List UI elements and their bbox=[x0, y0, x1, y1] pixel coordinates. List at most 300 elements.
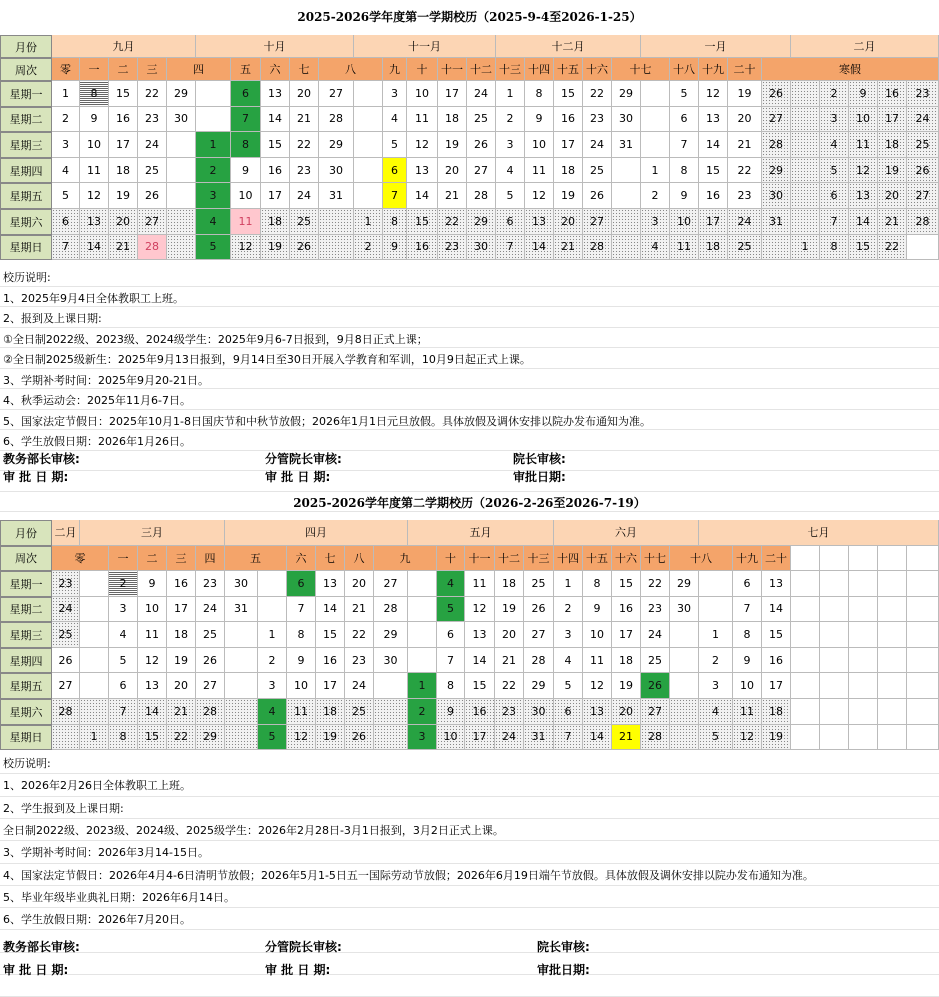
day-cell: 24 bbox=[641, 622, 670, 648]
day-cell: 16 bbox=[878, 81, 907, 107]
day-cell: 21 bbox=[495, 648, 524, 674]
day-cell: 22 bbox=[495, 673, 524, 699]
day-cell: 18 bbox=[495, 571, 524, 597]
day-cell: 2 bbox=[196, 158, 231, 184]
day-cell bbox=[878, 673, 907, 699]
day-cell: 11 bbox=[733, 699, 762, 725]
day-cell: 30 bbox=[225, 571, 258, 597]
day-cell: 10 bbox=[231, 183, 261, 209]
day-cell: 13 bbox=[583, 699, 612, 725]
day-cell bbox=[878, 571, 907, 597]
date3-label: 审批日期: bbox=[513, 470, 566, 484]
grid-line bbox=[0, 327, 939, 328]
grid-line bbox=[0, 974, 939, 975]
day-cell: 24 bbox=[467, 81, 496, 107]
week-3: 三 bbox=[138, 58, 167, 81]
day-cell bbox=[167, 132, 196, 158]
day-cell bbox=[80, 571, 109, 597]
day-cell bbox=[670, 622, 699, 648]
day-cell: 30 bbox=[374, 648, 408, 674]
day-cell: 26 bbox=[524, 597, 554, 623]
day-cell: 18 bbox=[612, 648, 641, 674]
note-line: ①全日制2022级、2023级、2024级学生：2025年9月6-7日报到，9月8日正式上课； bbox=[3, 332, 428, 346]
day-cell bbox=[354, 107, 383, 133]
day-cell: 22 bbox=[728, 158, 762, 184]
day-cell: 15 bbox=[109, 81, 138, 107]
note-line: 1、2025年9月4日全体教职工上班。 bbox=[3, 291, 184, 305]
empty-header bbox=[849, 546, 878, 572]
month-2: 十一月 bbox=[354, 35, 496, 58]
day-cell: 9 bbox=[733, 648, 762, 674]
day-cell: 9 bbox=[437, 699, 465, 725]
note-line: 3、学期补考时间：2026年3月14-15日。 bbox=[3, 846, 209, 860]
day-cell bbox=[80, 648, 109, 674]
month-1: 十月 bbox=[196, 35, 354, 58]
day-cell bbox=[849, 699, 878, 725]
day-cell bbox=[791, 81, 820, 107]
day-cell: 11 bbox=[849, 132, 878, 158]
week-0: 零 bbox=[52, 546, 109, 572]
day-cell bbox=[820, 597, 849, 623]
day-cell: 23 bbox=[196, 571, 225, 597]
day-cell: 12 bbox=[138, 648, 167, 674]
day-cell: 24 bbox=[495, 725, 524, 751]
day-cell bbox=[670, 648, 699, 674]
sig2-label: 分管院长审核: bbox=[265, 452, 342, 466]
day-cell: 20 bbox=[554, 209, 583, 235]
day-cell: 22 bbox=[878, 235, 907, 261]
note-line: 2、报到及上课日期: bbox=[3, 312, 102, 325]
day-cell bbox=[791, 132, 820, 158]
week-header-label: 周次 bbox=[0, 546, 52, 572]
day-cell: 23 bbox=[495, 699, 524, 725]
day-cell: 25 bbox=[728, 235, 762, 261]
day-cell: 25 bbox=[641, 648, 670, 674]
day-cell: 13 bbox=[525, 209, 554, 235]
day-cell: 20 bbox=[167, 673, 196, 699]
day-cell bbox=[907, 673, 939, 699]
day-cell: 10 bbox=[80, 132, 109, 158]
day-cell: 6 bbox=[287, 571, 316, 597]
day-cell bbox=[907, 648, 939, 674]
day-cell: 13 bbox=[407, 158, 438, 184]
day-cell: 16 bbox=[612, 597, 641, 623]
day-cell: 6 bbox=[496, 209, 525, 235]
week-14: 十四 bbox=[525, 58, 554, 81]
day-cell: 5 bbox=[496, 183, 525, 209]
day-cell: 21 bbox=[109, 235, 138, 261]
empty-header bbox=[820, 546, 849, 572]
day-label-3: 星期四 bbox=[0, 158, 52, 184]
note-line: 6、学生放假日期：2026年7月20日。 bbox=[3, 913, 191, 927]
day-cell: 14 bbox=[525, 235, 554, 261]
day-cell bbox=[167, 235, 196, 261]
empty-header bbox=[907, 546, 939, 572]
day-cell: 4 bbox=[383, 107, 407, 133]
day-cell: 2 bbox=[554, 597, 583, 623]
day-label-0: 星期一 bbox=[0, 571, 52, 597]
month-header-label: 月份 bbox=[0, 35, 52, 58]
day-cell: 17 bbox=[316, 673, 345, 699]
day-cell: 5 bbox=[699, 725, 733, 751]
day-cell: 23 bbox=[907, 81, 939, 107]
day-cell: 22 bbox=[138, 81, 167, 107]
week-16: 十六 bbox=[583, 58, 612, 81]
day-cell: 15 bbox=[316, 622, 345, 648]
day-cell: 26 bbox=[641, 673, 670, 699]
day-cell: 27 bbox=[641, 699, 670, 725]
day-cell: 17 bbox=[261, 183, 290, 209]
day-cell: 3 bbox=[699, 673, 733, 699]
day-cell: 2 bbox=[641, 183, 670, 209]
day-cell: 28 bbox=[319, 107, 354, 133]
note-line: 4、国家法定节假日：2026年4月4-6日清明节放假；2026年5月1-5日五一国际劳动节放假；2026年6月19日端午节放假。具体放假及调休安排以院办发布通知为准。 bbox=[3, 868, 814, 882]
day-cell: 11 bbox=[407, 107, 438, 133]
day-cell: 1 bbox=[699, 622, 733, 648]
day-cell: 5 bbox=[383, 132, 407, 158]
week-15: 十五 bbox=[583, 546, 612, 572]
day-cell: 19 bbox=[554, 183, 583, 209]
day-cell: 28 bbox=[907, 209, 939, 235]
day-cell: 14 bbox=[261, 107, 290, 133]
day-cell bbox=[791, 107, 820, 133]
day-cell: 26 bbox=[52, 648, 80, 674]
day-cell: 1 bbox=[354, 209, 383, 235]
day-cell: 18 bbox=[762, 699, 791, 725]
month-4: 六月 bbox=[554, 520, 699, 546]
semester2-notes bbox=[0, 752, 939, 982]
grid-line bbox=[0, 470, 939, 471]
day-cell: 4 bbox=[820, 132, 849, 158]
day-cell: 21 bbox=[345, 597, 374, 623]
note-line: 5、国家法定节假日：2025年10月1-8日国庆节和中秋节放假；2026年1月1日元旦放假。具体放假及调休安排以院办发布通知为准。 bbox=[3, 414, 651, 428]
day-cell: 28 bbox=[762, 132, 791, 158]
day-cell: 22 bbox=[438, 209, 467, 235]
semester2-calendar bbox=[0, 520, 939, 751]
day-cell: 7 bbox=[109, 699, 138, 725]
day-cell: 4 bbox=[196, 209, 231, 235]
note-line: 4、秋季运动会：2025年11月6-7日。 bbox=[3, 394, 191, 407]
day-cell: 19 bbox=[878, 158, 907, 184]
date1-label: 审 批 日 期: bbox=[3, 470, 69, 484]
day-cell: 13 bbox=[699, 107, 728, 133]
day-cell: 4 bbox=[554, 648, 583, 674]
day-cell bbox=[319, 235, 354, 261]
grid-line bbox=[0, 863, 939, 864]
day-cell: 8 bbox=[109, 725, 138, 751]
day-cell bbox=[878, 699, 907, 725]
day-cell: 9 bbox=[583, 597, 612, 623]
day-cell bbox=[670, 725, 699, 751]
grid-line bbox=[0, 818, 939, 819]
day-cell: 6 bbox=[733, 571, 762, 597]
day-label-4: 星期五 bbox=[0, 183, 52, 209]
notes-title: 校历说明: bbox=[3, 757, 51, 770]
day-cell: 11 bbox=[465, 571, 495, 597]
day-cell: 28 bbox=[374, 597, 408, 623]
day-cell: 5 bbox=[109, 648, 138, 674]
day-cell: 19 bbox=[762, 725, 791, 751]
day-cell bbox=[641, 81, 670, 107]
grid-line bbox=[0, 796, 939, 797]
day-cell: 18 bbox=[878, 132, 907, 158]
day-cell: 3 bbox=[109, 597, 138, 623]
day-cell: 23 bbox=[438, 235, 467, 261]
day-cell: 12 bbox=[80, 183, 109, 209]
week-1: 一 bbox=[80, 58, 109, 81]
day-cell: 8 bbox=[820, 235, 849, 261]
grid-line bbox=[0, 368, 939, 369]
day-cell: 8 bbox=[733, 622, 762, 648]
day-cell bbox=[612, 235, 641, 261]
day-label-0: 星期一 bbox=[0, 81, 52, 107]
day-cell: 1 bbox=[554, 571, 583, 597]
day-cell bbox=[354, 183, 383, 209]
day-cell bbox=[354, 158, 383, 184]
day-cell: 20 bbox=[290, 81, 319, 107]
day-cell: 29 bbox=[670, 571, 699, 597]
day-cell: 15 bbox=[407, 209, 438, 235]
day-cell bbox=[907, 571, 939, 597]
day-cell: 8 bbox=[437, 673, 465, 699]
day-label-6: 星期日 bbox=[0, 235, 52, 261]
sig2-label: 分管院长审核: bbox=[265, 940, 342, 954]
day-cell bbox=[670, 699, 699, 725]
day-cell: 9 bbox=[383, 235, 407, 261]
day-cell: 27 bbox=[907, 183, 939, 209]
month-5: 二月 bbox=[791, 35, 939, 58]
day-cell: 13 bbox=[849, 183, 878, 209]
day-cell: 14 bbox=[465, 648, 495, 674]
day-cell: 2 bbox=[496, 107, 525, 133]
day-cell: 7 bbox=[733, 597, 762, 623]
grid-line bbox=[0, 907, 939, 908]
week-9: 九 bbox=[383, 58, 407, 81]
day-cell: 10 bbox=[138, 597, 167, 623]
week-2: 二 bbox=[109, 58, 138, 81]
day-cell: 25 bbox=[907, 132, 939, 158]
week-4: 四 bbox=[196, 546, 225, 572]
day-cell: 7 bbox=[287, 597, 316, 623]
day-cell bbox=[791, 725, 820, 751]
week-0: 零 bbox=[52, 58, 80, 81]
day-label-5: 星期六 bbox=[0, 209, 52, 235]
day-cell: 9 bbox=[287, 648, 316, 674]
week-10: 十 bbox=[437, 546, 465, 572]
week-8: 八 bbox=[319, 58, 383, 81]
day-cell: 19 bbox=[612, 673, 641, 699]
day-cell: 7 bbox=[670, 132, 699, 158]
day-cell: 13 bbox=[261, 81, 290, 107]
day-cell: 31 bbox=[762, 209, 791, 235]
week-6: 六 bbox=[261, 58, 290, 81]
day-cell: 4 bbox=[437, 571, 465, 597]
day-cell bbox=[225, 725, 258, 751]
day-cell: 1 bbox=[196, 132, 231, 158]
day-cell: 5 bbox=[196, 235, 231, 261]
day-cell: 22 bbox=[583, 81, 612, 107]
note-line: 6、学生放假日期：2026年1月26日。 bbox=[3, 435, 191, 448]
day-cell: 2 bbox=[258, 648, 287, 674]
day-cell: 18 bbox=[261, 209, 290, 235]
day-cell: 7 bbox=[820, 209, 849, 235]
day-cell: 18 bbox=[109, 158, 138, 184]
day-cell: 21 bbox=[878, 209, 907, 235]
week-13: 十三 bbox=[524, 546, 554, 572]
week-7: 七 bbox=[290, 58, 319, 81]
day-cell: 8 bbox=[80, 81, 109, 107]
day-cell bbox=[80, 673, 109, 699]
day-cell: 27 bbox=[524, 622, 554, 648]
day-cell: 28 bbox=[196, 699, 225, 725]
week-15: 十五 bbox=[554, 58, 583, 81]
week-5: 五 bbox=[231, 58, 261, 81]
sig1-label: 教务部长审核: bbox=[3, 940, 80, 954]
day-cell: 30 bbox=[167, 107, 196, 133]
day-cell bbox=[374, 673, 408, 699]
day-cell: 4 bbox=[109, 622, 138, 648]
day-cell bbox=[849, 673, 878, 699]
day-cell: 29 bbox=[319, 132, 354, 158]
day-cell: 9 bbox=[849, 81, 878, 107]
day-cell: 26 bbox=[467, 132, 496, 158]
day-cell bbox=[80, 622, 109, 648]
day-cell: 9 bbox=[670, 183, 699, 209]
week-20: 二十 bbox=[728, 58, 762, 81]
date2-label: 审 批 日 期: bbox=[265, 963, 331, 977]
day-label-5: 星期六 bbox=[0, 699, 52, 725]
day-cell: 23 bbox=[52, 571, 80, 597]
day-cell: 1 bbox=[80, 725, 109, 751]
day-cell: 21 bbox=[167, 699, 196, 725]
week-header-label: 周次 bbox=[0, 58, 52, 81]
week-4: 四 bbox=[167, 58, 231, 81]
day-cell: 26 bbox=[907, 158, 939, 184]
day-cell: 10 bbox=[287, 673, 316, 699]
day-cell bbox=[80, 597, 109, 623]
week-12: 十二 bbox=[467, 58, 496, 81]
day-cell: 13 bbox=[138, 673, 167, 699]
week-18: 十八 bbox=[670, 546, 733, 572]
day-cell bbox=[878, 597, 907, 623]
day-cell bbox=[791, 699, 820, 725]
day-cell: 29 bbox=[467, 209, 496, 235]
day-cell: 12 bbox=[525, 183, 554, 209]
date1-label: 审 批 日 期: bbox=[3, 963, 69, 977]
day-cell: 15 bbox=[612, 571, 641, 597]
grid-line bbox=[0, 429, 939, 430]
day-cell: 25 bbox=[467, 107, 496, 133]
week-19: 十九 bbox=[699, 58, 728, 81]
day-cell: 19 bbox=[438, 132, 467, 158]
day-cell: 12 bbox=[287, 725, 316, 751]
day-cell: 15 bbox=[465, 673, 495, 699]
day-cell: 25 bbox=[524, 571, 554, 597]
day-label-1: 星期二 bbox=[0, 597, 52, 623]
day-cell bbox=[791, 183, 820, 209]
day-cell: 24 bbox=[138, 132, 167, 158]
day-cell: 15 bbox=[138, 725, 167, 751]
day-cell: 31 bbox=[524, 725, 554, 751]
day-cell: 27 bbox=[374, 571, 408, 597]
day-cell bbox=[907, 235, 939, 261]
grid-line bbox=[0, 929, 939, 930]
day-label-6: 星期日 bbox=[0, 725, 52, 751]
day-cell: 24 bbox=[52, 597, 80, 623]
semester1-title: 2025-2026学年度第一学期校历（2025-9-4至2026-1-25） bbox=[297, 10, 642, 24]
day-cell bbox=[319, 209, 354, 235]
week-16: 十六 bbox=[612, 546, 641, 572]
day-cell: 10 bbox=[437, 725, 465, 751]
day-cell: 22 bbox=[641, 571, 670, 597]
note-line: ②全日制2025级新生：2025年9月13日报到，9月14日至30日开展入学教育和军训，10月9日起正式上课。 bbox=[3, 353, 531, 366]
day-cell: 10 bbox=[525, 132, 554, 158]
day-cell: 9 bbox=[80, 107, 109, 133]
day-cell: 14 bbox=[583, 725, 612, 751]
day-cell: 20 bbox=[109, 209, 138, 235]
day-cell: 29 bbox=[762, 158, 791, 184]
day-cell: 20 bbox=[728, 107, 762, 133]
day-cell: 16 bbox=[407, 235, 438, 261]
day-cell: 17 bbox=[438, 81, 467, 107]
day-cell: 4 bbox=[641, 235, 670, 261]
day-cell: 14 bbox=[138, 699, 167, 725]
day-cell: 7 bbox=[554, 725, 583, 751]
day-cell bbox=[791, 597, 820, 623]
day-cell bbox=[878, 622, 907, 648]
day-cell: 16 bbox=[554, 107, 583, 133]
day-cell: 27 bbox=[52, 673, 80, 699]
day-cell: 3 bbox=[496, 132, 525, 158]
week-3: 三 bbox=[167, 546, 196, 572]
day-cell: 12 bbox=[849, 158, 878, 184]
day-cell: 10 bbox=[849, 107, 878, 133]
day-cell: 16 bbox=[699, 183, 728, 209]
day-cell: 13 bbox=[316, 571, 345, 597]
day-cell: 1 bbox=[408, 673, 437, 699]
day-cell: 15 bbox=[261, 132, 290, 158]
day-cell: 26 bbox=[762, 81, 791, 107]
week-11: 十一 bbox=[438, 58, 467, 81]
day-cell bbox=[878, 648, 907, 674]
grid-line bbox=[0, 511, 939, 512]
day-cell bbox=[762, 235, 791, 261]
day-cell bbox=[80, 699, 109, 725]
grid-line bbox=[0, 885, 939, 886]
day-cell: 31 bbox=[225, 597, 258, 623]
day-cell: 11 bbox=[670, 235, 699, 261]
day-cell bbox=[258, 571, 287, 597]
day-cell bbox=[408, 571, 437, 597]
day-cell: 5 bbox=[258, 725, 287, 751]
day-cell: 21 bbox=[290, 107, 319, 133]
day-cell: 5 bbox=[820, 158, 849, 184]
day-cell bbox=[878, 725, 907, 751]
day-cell bbox=[849, 571, 878, 597]
day-cell: 18 bbox=[316, 699, 345, 725]
month-1: 三月 bbox=[80, 520, 225, 546]
note-line: 1、2026年2月26日全体教职工上班。 bbox=[3, 779, 191, 793]
day-cell: 1 bbox=[258, 622, 287, 648]
date2-label: 审 批 日 期: bbox=[265, 470, 331, 484]
semester2-title: 2025-2026学年度第二学期校历（2026-2-26至2026-7-19） bbox=[293, 496, 646, 510]
day-cell: 22 bbox=[167, 725, 196, 751]
day-cell: 26 bbox=[345, 725, 374, 751]
day-cell: 1 bbox=[496, 81, 525, 107]
month-3: 五月 bbox=[408, 520, 554, 546]
month-5: 七月 bbox=[699, 520, 939, 546]
day-cell: 17 bbox=[878, 107, 907, 133]
